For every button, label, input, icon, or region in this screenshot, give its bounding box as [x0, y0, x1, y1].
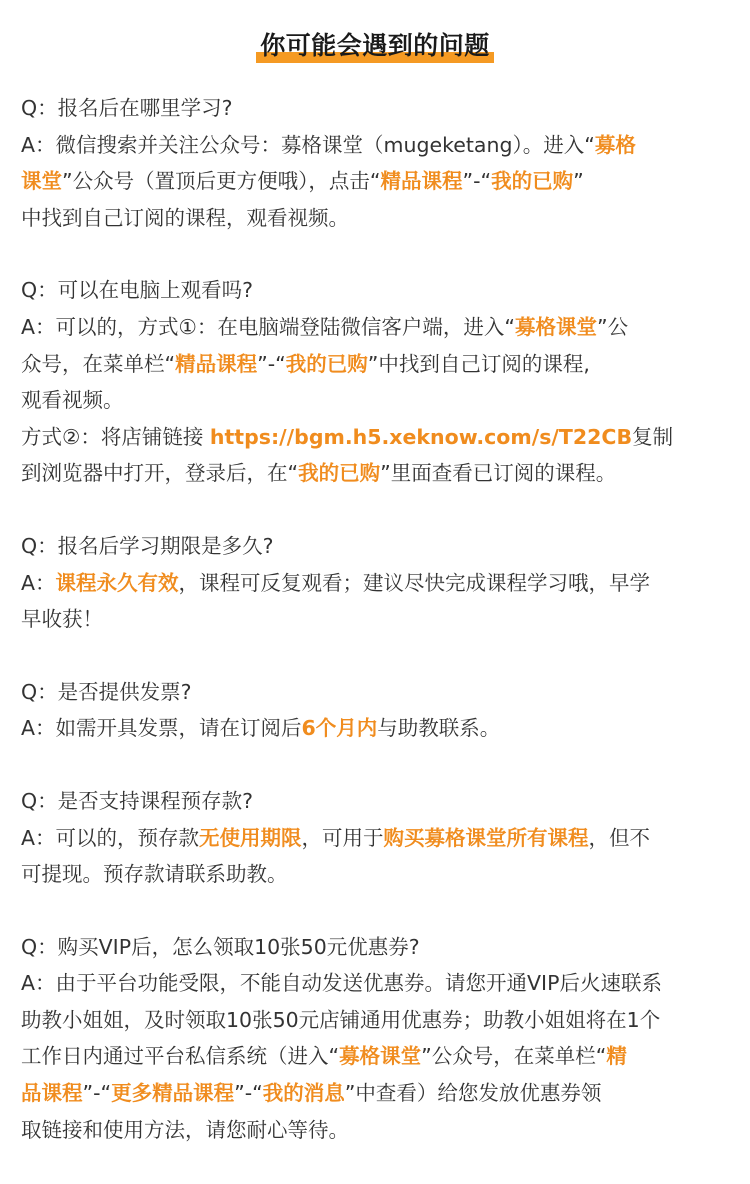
body-text: ，课程可反复观看；建议尽快完成课程学习哦，早学 [178, 570, 651, 595]
highlight-text: 课堂 [21, 169, 62, 194]
body-text: Q：是否支持课程预存款? [21, 788, 254, 813]
body-text: A：可以的，预存款 [21, 825, 200, 850]
body-text: ”-“ [234, 1081, 263, 1106]
faq-item [21, 929, 733, 1149]
faq-answer-line [21, 419, 733, 456]
highlight-text: 募格 [594, 132, 636, 157]
body-text: 助教小姐姐，及时领取10张50元店铺通用优惠券；助教小姐姐将在1个 [21, 1007, 661, 1032]
faq-question [21, 674, 733, 711]
body-text: Q：报名后学习期限是多久? [21, 533, 274, 558]
body-text: ”公众号，在菜单栏“ [421, 1044, 607, 1069]
page-title-text: 你可能会遇到的问题 [260, 31, 490, 60]
body-text: ”中找到自己订阅的课程, [367, 351, 590, 376]
body-text: A：可以的，方式①：在电脑端登陆微信客户端，进入“ [21, 314, 516, 339]
faq-answer-line [21, 382, 733, 419]
body-text: 取链接和使用方法，请您耐心等待。 [21, 1117, 349, 1142]
body-text: ” [573, 169, 584, 194]
body-text: 中找到自己订阅的课程，观看视频。 [21, 205, 349, 230]
highlight-text: 募格课堂 [515, 314, 598, 339]
faq-item [21, 783, 733, 893]
highlight-text: https://bgm.h5.xeknow.com/s/T22CB [209, 424, 633, 449]
faq-item [21, 90, 733, 236]
body-text: ”-“ [82, 1081, 112, 1106]
body-text: Q：可以在电脑上观看吗? [21, 278, 254, 303]
faq-question [21, 929, 733, 966]
body-text: ”公 [597, 314, 629, 339]
page-title [258, 26, 492, 66]
body-text: ，但不 [588, 825, 651, 850]
faq-answer-line [21, 127, 733, 164]
faq-item [21, 674, 733, 747]
highlight-text: 精品课程 [175, 351, 258, 376]
highlight-text: 募格课堂 [339, 1044, 422, 1069]
faq-question [21, 90, 733, 127]
faq-answer-line [21, 820, 733, 857]
body-text: ”里面查看已订阅的课程。 [380, 461, 617, 486]
highlight-text: 我的已购 [285, 351, 368, 376]
body-text: 与助教联系。 [377, 716, 501, 741]
highlight-text: 无使用期限 [199, 825, 302, 850]
body-text: A： [21, 570, 56, 595]
body-text: 工作日内通过平台私信系统（进入“ [21, 1044, 340, 1069]
body-text: 可提现。预存款请联系助教。 [21, 862, 288, 887]
faq-list [21, 90, 733, 1184]
highlight-text: 精 [606, 1044, 627, 1069]
body-text: Q：是否提供发票? [21, 679, 192, 704]
faq-question [21, 528, 733, 565]
faq-answer-line [21, 455, 733, 492]
highlight-text: 我的已购 [491, 169, 574, 194]
highlight-text: 精品课程 [380, 169, 463, 194]
body-text: 复制 [632, 424, 674, 449]
body-text: ”-“ [462, 169, 492, 194]
body-text: ”中查看）给您发放优惠券领 [344, 1081, 602, 1106]
faq-answer-line [21, 856, 733, 893]
faq-answer-line [21, 1038, 733, 1075]
faq-answer-line [21, 965, 733, 1002]
faq-answer-line [21, 1075, 733, 1112]
faq-question [21, 272, 733, 309]
highlight-text: 我的消息 [262, 1081, 345, 1106]
body-text: ，可用于 [301, 825, 384, 850]
faq-answer-line [21, 163, 733, 200]
body-text: 观看视频。 [21, 388, 124, 413]
faq-answer-line [21, 1112, 733, 1149]
faq-answer-line [21, 601, 733, 638]
body-text: ”-“ [257, 351, 286, 376]
faq-question [21, 783, 733, 820]
body-text: 方式②：将店铺链接 [21, 424, 210, 449]
body-text: Q：报名后在哪里学习? [21, 96, 233, 120]
body-text: 到浏览器中打开，登录后，在“ [21, 461, 299, 486]
faq-answer-line [21, 200, 733, 237]
faq-item [21, 528, 733, 638]
body-text: ”公众号（置顶后更方便哦），点击“ [62, 169, 381, 194]
title-area [0, 26, 750, 66]
body-text: A：如需开具发票，请在订阅后 [21, 716, 302, 741]
highlight-text: 更多精品课程 [111, 1081, 235, 1106]
highlight-text: 我的已购 [298, 461, 381, 486]
faq-answer-line [21, 710, 733, 747]
body-text: A：微信搜索并关注公众号：募格课堂（mugeketang）。进入“ [21, 132, 595, 157]
faq-answer-line [21, 309, 733, 346]
body-text: Q：购买VIP后，怎么领取10张50元优惠券? [21, 934, 420, 959]
faq-answer-line [21, 1002, 733, 1039]
highlight-text: 6个月内 [301, 716, 378, 741]
highlight-text: 课程永久有效 [55, 570, 179, 595]
faq-item [21, 272, 733, 492]
body-text: 众号，在菜单栏“ [21, 351, 176, 376]
highlight-text: 购买募格课堂所有课程 [383, 825, 589, 850]
body-text: A：由于平台功能受限，不能自动发送优惠券。请您开通VIP后火速联系 [21, 971, 662, 996]
faq-answer-line [21, 565, 733, 602]
body-text: 早收获！ [21, 607, 103, 632]
faq-answer-line [21, 346, 733, 383]
highlight-text: 品课程 [21, 1081, 83, 1106]
